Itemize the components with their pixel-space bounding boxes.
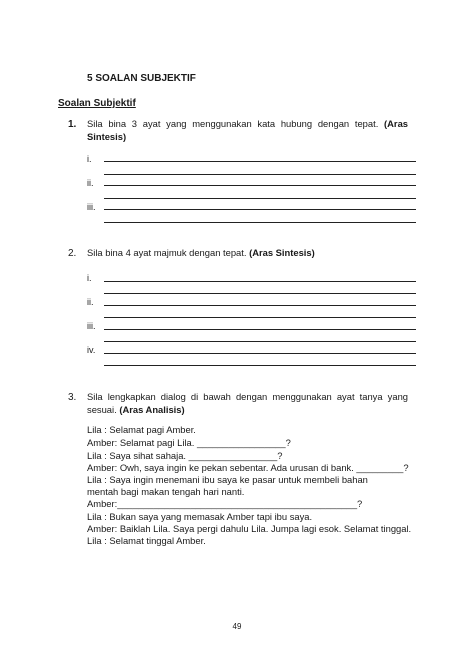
question-3-text — [87, 391, 408, 416]
question-1-text — [87, 118, 408, 143]
dialog-line: Lila : Saya ingin menemani ibu saya ke pasar untuk membeli bahan — [87, 474, 368, 485]
q1-item-i: i. — [87, 154, 92, 164]
q1-item-iii: iii. — [87, 202, 96, 212]
question-2-prompt: Sila bina 4 ayat majmuk dengan tepat. — [87, 247, 247, 258]
q1-item-ii: ii. — [87, 178, 94, 188]
q2-item-iii: iii. — [87, 321, 96, 331]
answer-line[interactable] — [104, 281, 416, 282]
answer-line[interactable] — [104, 365, 416, 366]
answer-line[interactable] — [104, 329, 416, 330]
dialog-line: Amber: Baiklah Lila. Saya pergi dahulu Lila. Jumpa lagi esok. Selamat tinggal. — [87, 523, 412, 534]
answer-line[interactable] — [104, 293, 416, 294]
question-1-prompt: Sila bina 3 ayat yang menggunakan kata hubung dengan tepat. — [87, 118, 379, 129]
page-number: 49 — [232, 622, 242, 631]
question-1-number: 1. — [68, 119, 77, 130]
dialog-line: Amber: Selamat pagi Lila. _________________? — [87, 437, 291, 448]
question-2-text — [87, 247, 408, 260]
answer-line[interactable] — [104, 209, 416, 210]
q2-item-iv: iv. — [87, 345, 96, 355]
answer-line[interactable] — [104, 161, 416, 162]
question-3-level: (Aras Analisis) — [119, 403, 185, 415]
answer-line[interactable] — [104, 341, 416, 342]
section-title: Soalan Subjektif — [58, 98, 136, 109]
q2-item-i: i. — [87, 273, 92, 283]
dialog-line: Lila : Selamat pagi Amber. — [87, 424, 196, 435]
question-3-number: 3. — [68, 392, 77, 403]
question-2-number: 2. — [68, 248, 77, 259]
answer-line[interactable] — [104, 185, 416, 186]
answer-line[interactable] — [104, 305, 416, 306]
dialog-line: Lila : Saya sihat sahaja. _________________? — [87, 450, 283, 461]
question-1-level: (Aras Sintesis) — [87, 118, 408, 142]
dialog-line: Amber: Owh, saya ingin ke pekan sebentar. Ada urusan di bank. _________? — [87, 462, 409, 473]
answer-line[interactable] — [104, 198, 416, 199]
answer-line[interactable] — [104, 174, 416, 175]
dialog-line: Lila : Selamat tinggal Amber. — [87, 535, 206, 546]
question-2-level: (Aras Sintesis) — [249, 247, 315, 258]
dialog-line: mentah bagi makan tengah hari nanti. — [87, 486, 245, 497]
q2-item-ii: ii. — [87, 297, 94, 307]
answer-line[interactable] — [104, 317, 416, 318]
dialog-line: Amber:______________________________________________? — [87, 498, 363, 509]
question-3-prompt: Sila lengkapkan dialog di bawah dengan menggunakan ayat tanya yang sesuai. — [87, 391, 408, 415]
answer-line[interactable] — [104, 353, 416, 354]
answer-line[interactable] — [104, 222, 416, 223]
dialog-line: Lila : Bukan saya yang memasak Amber tapi ibu saya. — [87, 511, 313, 522]
page-heading: 5 SOALAN SUBJEKTIF — [87, 73, 196, 84]
